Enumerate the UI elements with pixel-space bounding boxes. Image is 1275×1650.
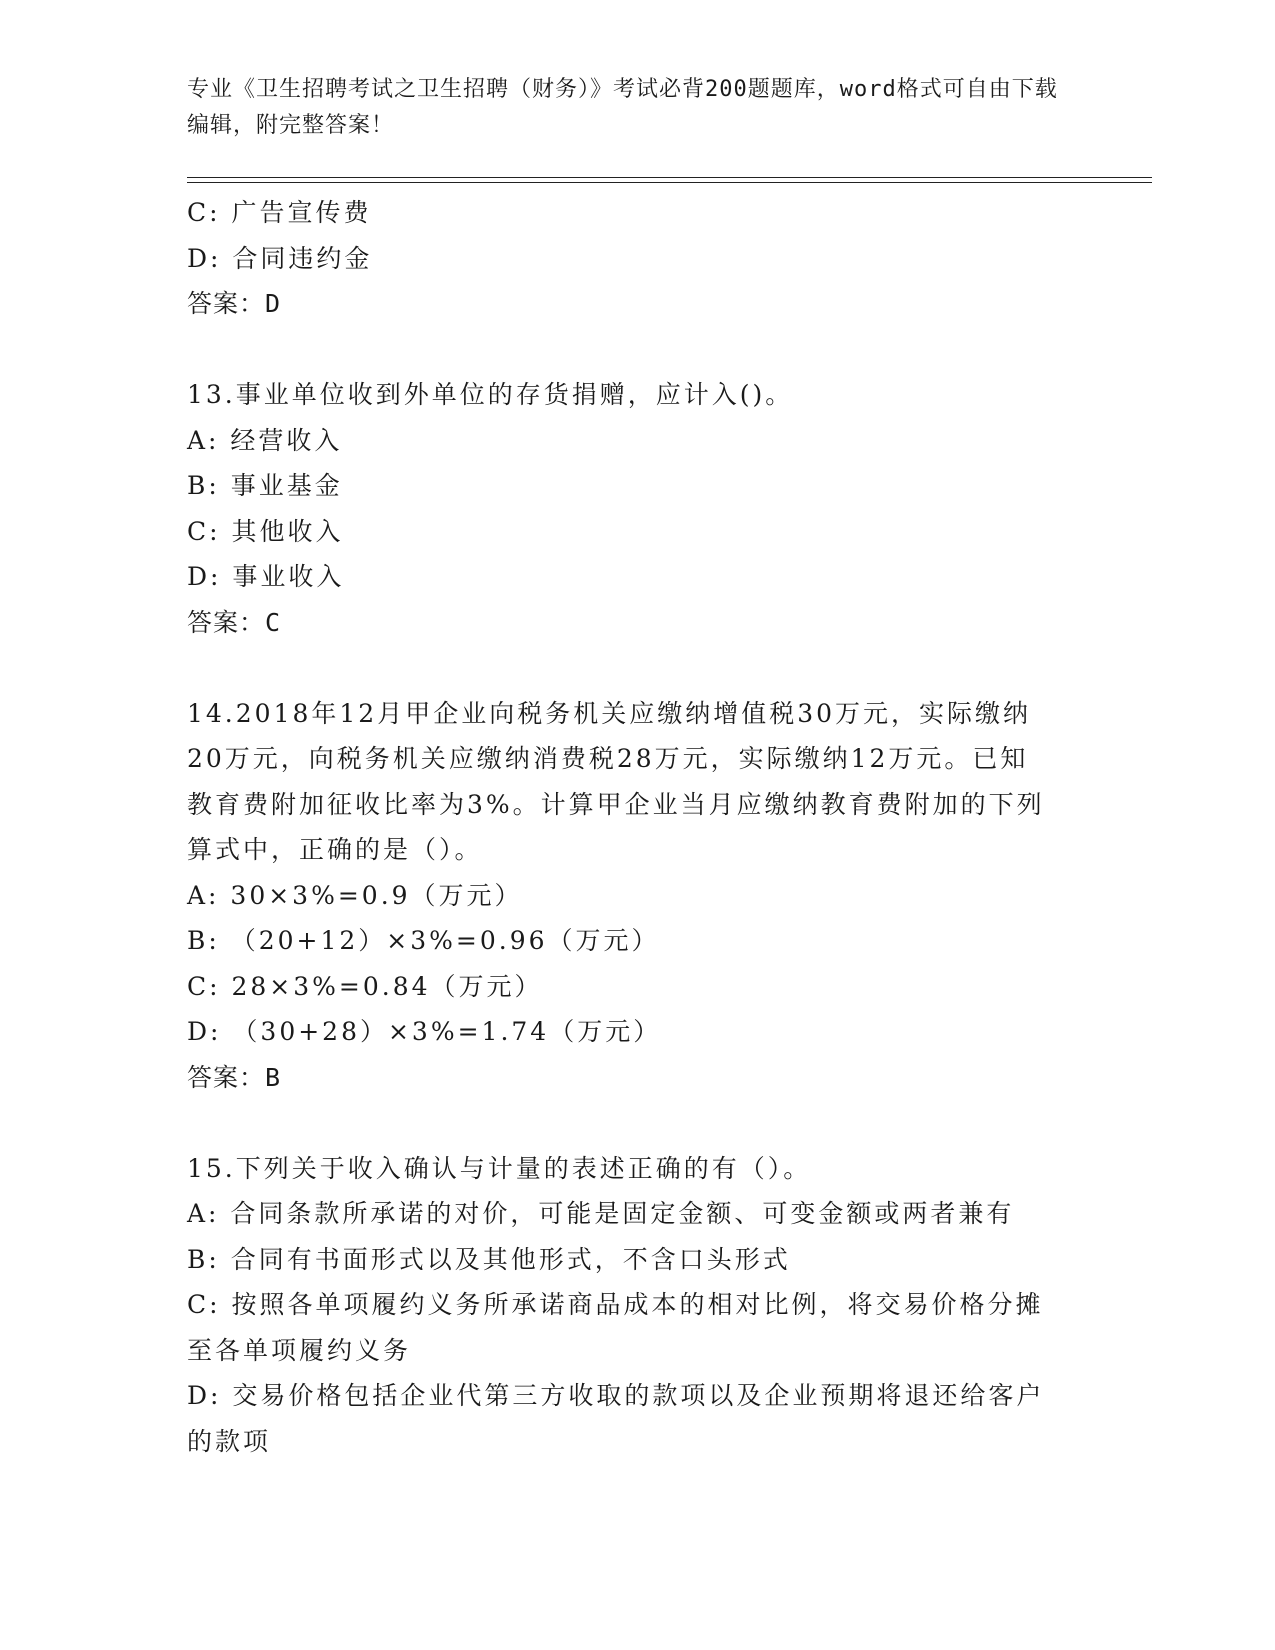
option-c: C: 28×3%=0.84（万元）	[187, 971, 543, 1001]
question-stem-line-4: 算式中，正确的是（）。	[187, 835, 483, 864]
question-list	[187, 190, 1087, 1464]
option-c: C: 广告宣传费	[187, 198, 372, 227]
question-13	[187, 372, 1087, 645]
question-stem-line-1: 14.2018年12月甲企业向税务机关应缴纳增值税30万元，实际缴纳	[187, 698, 1032, 728]
question-15	[187, 1146, 1087, 1465]
option-b: B: 事业基金	[187, 471, 343, 500]
option-c: C: 其他收入	[187, 516, 344, 546]
document-header	[187, 72, 1077, 144]
answer-label: 答案：B	[187, 1062, 282, 1092]
question-stem-line-3: 教育费附加征收比率为3%。计算甲企业当月应缴纳教育费附加的下列	[187, 789, 1045, 819]
spacer	[187, 327, 1087, 373]
question-stem-line-2: 20万元，向税务机关应缴纳消费税28万元，实际缴纳12万元。已知	[187, 744, 1029, 773]
header-divider-top	[187, 177, 1152, 178]
option-d: D: （30+28）×3%=1.74（万元）	[187, 1017, 662, 1046]
option-d-line-2: 的款项	[187, 1426, 272, 1456]
option-d: D: 事业收入	[187, 562, 345, 591]
answer-label: 答案：C	[187, 607, 282, 637]
option-a: A: 合同条款所承诺的对价，可能是固定金额、可变金额或两者兼有	[187, 1199, 1015, 1228]
option-c-line-1: C: 按照各单项履约义务所承诺商品成本的相对比例，将交易价格分摊	[187, 1290, 1044, 1319]
option-b: B: 合同有书面形式以及其他形式，不含口头形式	[187, 1244, 791, 1274]
option-b: B: （20+12）×3%=0.96（万元）	[187, 926, 660, 955]
spacer	[187, 645, 1087, 691]
option-d-line-1: D: 交易价格包括企业代第三方收取的款项以及企业预期将退还给客户	[187, 1381, 1045, 1410]
header-divider-bottom	[187, 182, 1152, 183]
spacer	[187, 1100, 1087, 1146]
header-title: 专业《卫生招聘考试之卫生招聘（财务）》考试必背200题题库，word格式可自由下载编辑，附完整答案！	[187, 77, 1058, 138]
question-12	[187, 190, 1087, 327]
option-c-line-2: 至各单项履约义务	[187, 1335, 412, 1365]
answer-label: 答案：D	[187, 289, 282, 318]
question-stem: 15.下列关于收入确认与计量的表述正确的有（）。	[187, 1153, 812, 1183]
option-d: D: 合同违约金	[187, 243, 373, 273]
question-stem: 13.事业单位收到外单位的存货捐赠，应计入()。	[187, 380, 794, 409]
option-a: A: 30×3%=0.9（万元）	[187, 880, 523, 910]
option-a: A: 经营收入	[187, 425, 343, 455]
question-14	[187, 691, 1087, 1101]
